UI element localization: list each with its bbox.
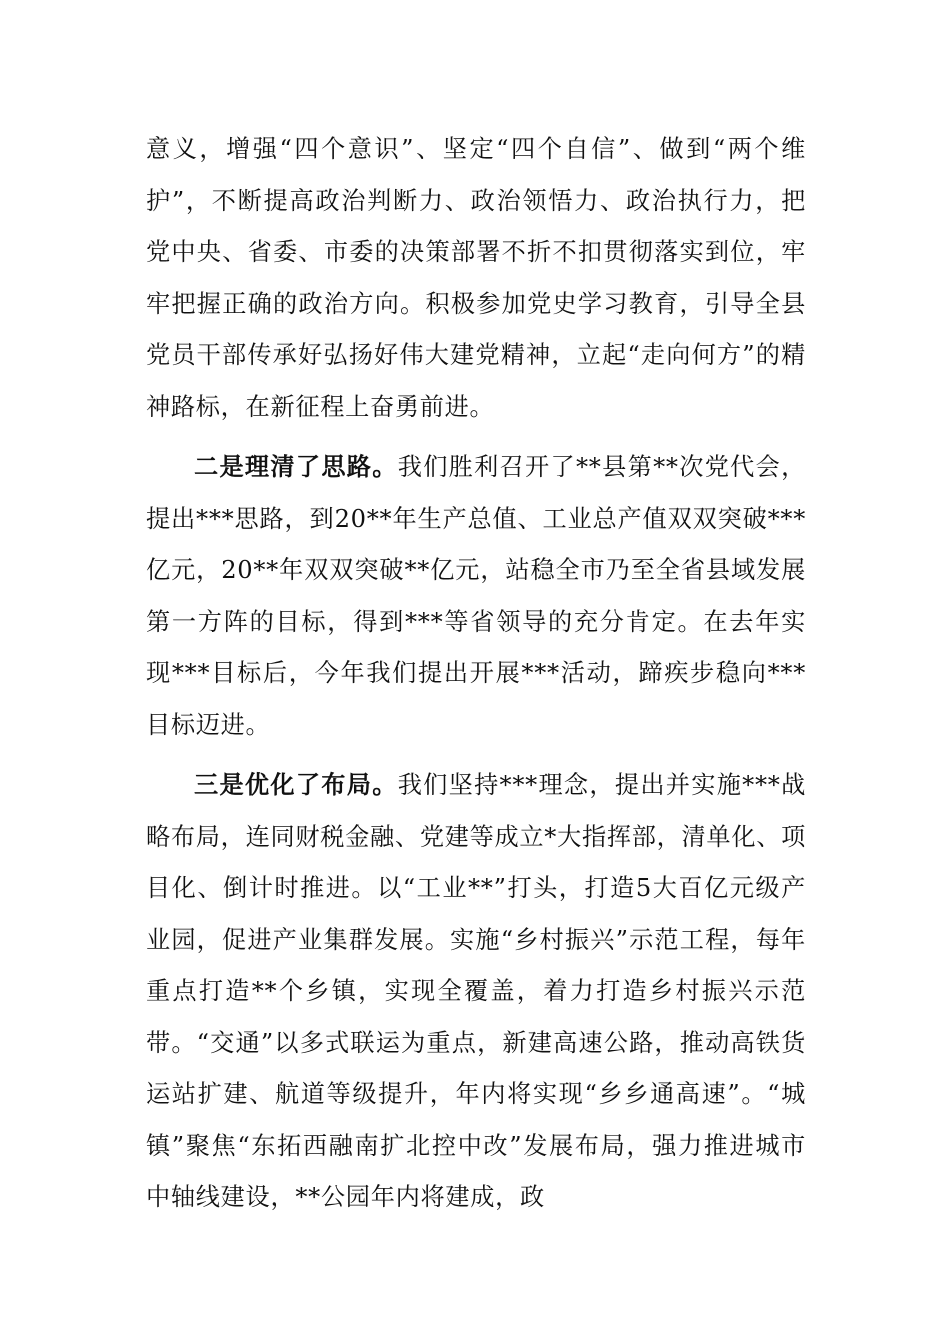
paragraph-continued [146,124,806,433]
paragraph-text: 我们胜利召开了**县第**次党代会，提出***思路，到20**年生产总值、工业总产值双双突破***亿元，20**年双双突破**亿元，站稳全市乃至全省县域发展第一方阵的目标，得到***等省领导的充分肯定。在去年实现***目标后，今年我们提出开展***活动，蹄疾步稳向***目标迈进。 [146,453,806,739]
paragraph-lead: 三是优化了布局。 [194,771,398,799]
paragraph-lead: 二是理清了思路。 [194,453,398,481]
paragraph-text: 意义，增强“四个意识”、坚定“四个自信”、做到“两个维护”，不断提高政治判断力、政治领悟力、政治执行力，把党中央、省委、市委的决策部署不折不扣贯彻落实到位，牢牢把握正确的政治方向。积极参加党史学习教育，引导全县党员干部传承好弘扬好伟大建党精神，立起“走向何方”的精神路标，在新征程上奋勇前进。 [146,135,806,421]
document-body [146,124,806,1233]
paragraph-thinking [146,442,806,751]
paragraph-text: 我们坚持***理念，提出并实施***战略布局，连同财税金融、党建等成立*大指挥部，清单化、项目化、倒计时推进。以“工业**”打头，打造5大百亿元级产业园，促进产业集群发展。实施“乡村振兴”示范工程，每年重点打造**个乡镇，实现全覆盖，着力打造乡村振兴示范带。“交通”以多式联运为重点，新建高速公路，推动高铁货运站扩建、航道等级提升，年内将实现“乡乡通高速”。“城镇”聚焦“东拓西融南扩北控中改”发展布局，强力推进城市中轴线建设，**公园年内将建成，政 [146,771,806,1211]
paragraph-layout [146,760,806,1224]
